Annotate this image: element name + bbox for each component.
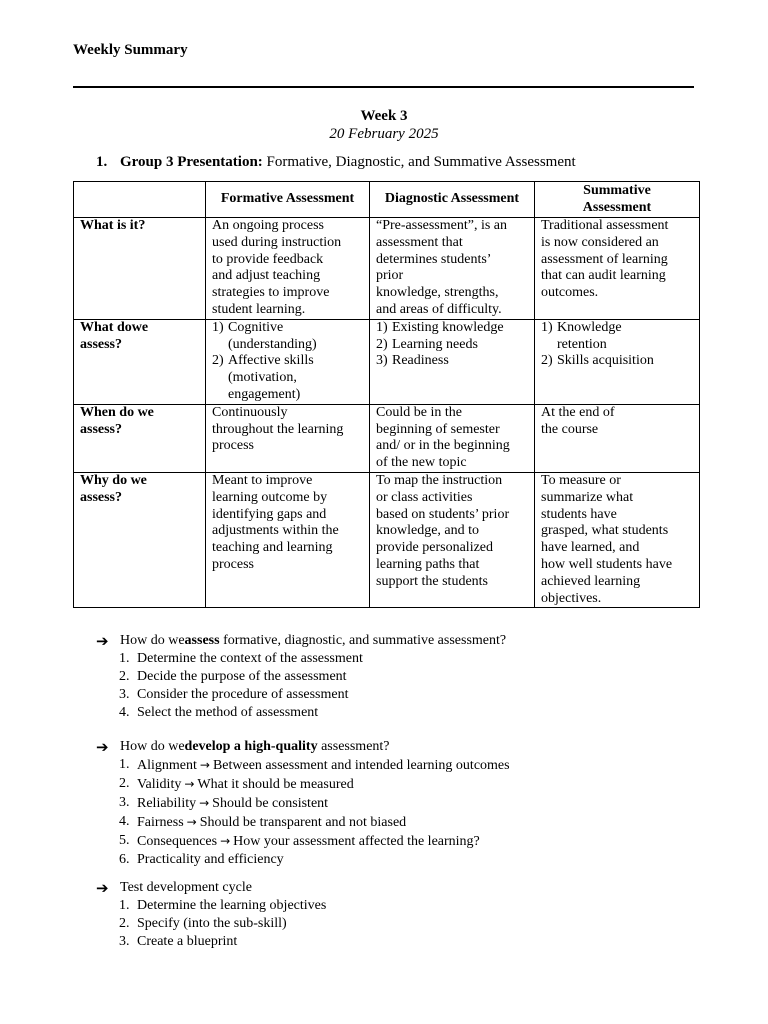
list-item: 1. Alignment → Between assessment and intended learning outcomes — [119, 757, 510, 773]
cell-formative — [206, 319, 370, 404]
cell-formative: Meant to improve learning outcome by identifying gaps and adjustments within the teaching and learning process — [206, 472, 370, 607]
table-header-row — [74, 182, 700, 218]
arrow-right-icon: → — [199, 758, 210, 772]
formative-list — [212, 320, 363, 404]
test-cycle-title: ➔ Test development cycle — [96, 879, 252, 897]
header-formative: Formative Assessment — [206, 182, 370, 218]
list-item: 3. Create a blueprint — [119, 934, 238, 949]
arrow-right-bold-icon: ➔ — [96, 632, 109, 650]
cell-summative — [535, 319, 700, 404]
list-item: 6. Practicality and efficiency — [119, 852, 284, 867]
cell-diagnostic: “Pre-assessment”, is an assessment that determines students’ prior knowledge, strengths, and areas of difficulty. — [370, 218, 535, 320]
cell-diagnostic — [370, 319, 535, 404]
list-item: 3. Reliability → Should be consistent — [119, 795, 329, 811]
list-item: 4. Select the method of assessment — [119, 705, 319, 720]
assess-steps-list — [96, 650, 506, 722]
section-number: 1. — [96, 154, 108, 170]
list-item: 3. Consider the procedure of assessment — [119, 687, 349, 702]
cell-diagnostic: Could be in the beginning of semester and/ or in the beginning of the new topic — [370, 404, 535, 472]
list-item: 2) Skills acquisition — [541, 353, 654, 369]
list-item: 1) Existing knowledge — [376, 319, 504, 335]
table-row — [74, 472, 700, 607]
list-item: 2) Learning needs — [376, 336, 478, 352]
assess-steps-block — [96, 632, 506, 722]
document-header: Weekly Summary — [73, 42, 188, 58]
section-label: Group 3 Presentation: — [120, 154, 263, 170]
week-date: 20 February 2025 — [329, 126, 439, 142]
table-row — [74, 404, 700, 472]
table-row — [74, 319, 700, 404]
assess-question: ➔ How do we assess formative, diagnostic, and summative assessment? — [96, 632, 507, 650]
row-label: When do we assess? — [74, 404, 206, 472]
arrow-right-icon: → — [220, 834, 231, 848]
test-cycle-block — [96, 879, 326, 951]
quality-criteria-list — [96, 756, 510, 869]
arrow-right-icon: → — [186, 815, 197, 829]
list-item: 2. Validity → What it should be measured — [119, 776, 354, 792]
list-item: 1) Cognitive (understanding) — [212, 319, 317, 352]
quality-question: ➔ How do we develop a high-quality assessment? — [96, 738, 390, 756]
cell-summative: To measure or summarize what students have grasped, what students have learned, and how well students have achieved learning objectives. — [535, 472, 700, 607]
cell-summative: At the end of the course — [535, 404, 700, 472]
list-item: 5. Consequences → How your assessment affected the learning? — [119, 833, 480, 849]
quality-criteria-block — [96, 738, 510, 869]
header-rule — [73, 86, 694, 88]
arrow-right-bold-icon: ➔ — [96, 879, 109, 897]
row-label: What is it? — [74, 218, 206, 320]
list-item: 2. Specify (into the sub-skill) — [119, 916, 287, 931]
arrow-right-icon: → — [199, 796, 210, 810]
list-item: 2. Decide the purpose of the assessment — [119, 669, 347, 684]
table-row — [74, 218, 700, 320]
arrow-right-icon: → — [184, 777, 195, 791]
list-item: 1. Determine the context of the assessment — [119, 651, 363, 666]
cell-summative: Traditional assessment is now considered an assessment of learning that can audit learning outcomes. — [535, 218, 700, 320]
cell-formative: Continuously throughout the learning process — [206, 404, 370, 472]
summative-list — [541, 320, 693, 370]
list-item: 1) Knowledge retention — [541, 319, 622, 352]
section-heading — [96, 154, 576, 171]
list-item: 4. Fairness → Should be transparent and not biased — [119, 814, 407, 830]
list-item: 1. Determine the learning objectives — [119, 898, 327, 913]
diagnostic-list — [376, 320, 528, 370]
header-corner — [74, 182, 206, 218]
list-item: 3) Readiness — [376, 353, 449, 369]
week-title: Week 3 — [360, 108, 408, 124]
test-cycle-list — [96, 897, 326, 951]
row-label: Why do we assess? — [74, 472, 206, 607]
assessment-table — [73, 181, 700, 608]
row-label: What dowe assess? — [74, 319, 206, 404]
header-diagnostic: Diagnostic Assessment — [370, 182, 535, 218]
cell-formative: An ongoing process used during instruction to provide feedback and adjust teaching strategies to improve student learning. — [206, 218, 370, 320]
section-topic: Formative, Diagnostic, and Summative Assessment — [262, 154, 576, 170]
arrow-right-bold-icon: ➔ — [96, 738, 109, 756]
header-summative: Summative Assessment — [535, 182, 700, 218]
cell-diagnostic: To map the instruction or class activities based on students’ prior knowledge, and to provide personalized learning paths that support the students — [370, 472, 535, 607]
list-item: 2) Affective skills (motivation, engagement) — [212, 353, 314, 402]
